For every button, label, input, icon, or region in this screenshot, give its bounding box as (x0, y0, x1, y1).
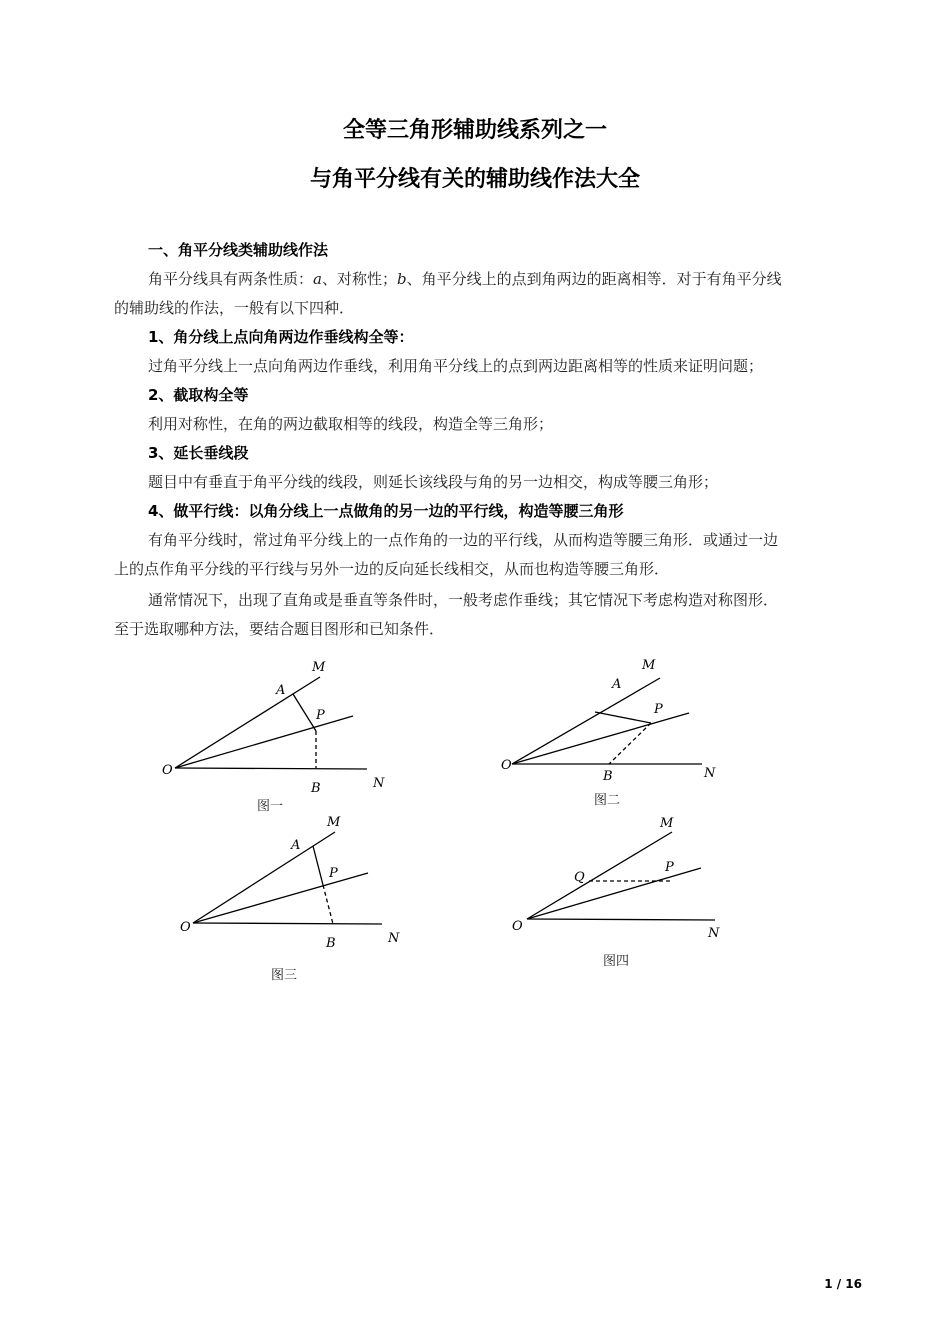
intro-item-a: a (313, 270, 322, 288)
bisector-op (512, 713, 689, 764)
intro-text-part: 、对称性； (321, 270, 397, 288)
intro-text-part: 角平分线具有两条性质： (148, 270, 314, 288)
segment-pb (609, 723, 651, 764)
label-m: M (660, 816, 674, 831)
label-n: N (388, 931, 400, 946)
label-p: P (654, 702, 663, 717)
method-3-heading: 3、延长垂线段 (148, 444, 249, 462)
ray-on (527, 919, 715, 920)
segment-pb-extension (323, 885, 333, 924)
segment-ap (293, 694, 316, 731)
summary-line-1: 通常情况下，出现了直角或是垂直等条件时，一般考虑作垂线；其它情况下考虑构造对称图形． (148, 591, 779, 609)
method-4-heading: 4、做平行线：以角分线上一点做角的另一边的平行线，构造等腰三角形 (148, 502, 624, 520)
intro-line-2: 的辅助线的作法，一般有以下四种． (114, 299, 355, 317)
label-a: A (612, 677, 622, 692)
method-2-heading: 2、截取构全等 (148, 386, 249, 404)
bisector-op (193, 873, 368, 923)
figure-4-caption: 图四 (603, 954, 630, 969)
method-4-text-line-1: 有角平分线时，常过角平分线上的一点作角的一边的平行线，从而构造等腰三角形．或通过一边 (148, 531, 779, 549)
document-subtitle: 与角平分线有关的辅助线作法大全 (309, 167, 640, 192)
label-n: N (708, 926, 720, 941)
label-b: B (311, 781, 321, 796)
figure-4 (512, 816, 720, 941)
label-p: P (329, 866, 338, 881)
label-m: M (327, 815, 341, 830)
label-p: P (665, 860, 674, 875)
method-3-text: 题目中有垂直于角平分线的线段，则延长该线段与角的另一边相交，构成等腰三角形； (148, 473, 719, 491)
figure-1-caption: 图一 (257, 799, 284, 814)
section-heading: 一、角平分线类辅助线作法 (148, 241, 329, 259)
ray-om (527, 832, 672, 919)
label-a: A (291, 838, 301, 853)
label-q: Q (574, 870, 585, 885)
intro-item-b: b (396, 270, 407, 288)
figure-2-caption: 图二 (594, 793, 621, 808)
segment-ap (595, 712, 651, 723)
label-m: M (642, 658, 656, 673)
page-number: 1 / 16 (824, 1277, 862, 1291)
ray-on (193, 923, 382, 924)
figure-2 (501, 658, 716, 784)
label-o: O (512, 919, 523, 934)
label-b: B (326, 936, 336, 951)
bisector-op (175, 716, 353, 768)
figure-3 (180, 815, 400, 951)
intro-text-part: 、角平分线上的点到角两边的距离相等．对于有角平分线 (406, 270, 782, 288)
segment-ap (313, 846, 323, 885)
bisector-op (527, 868, 701, 919)
method-1-text: 过角平分线上一点向角两边作垂线，利用角平分线上的点到两边距离相等的性质来证明问题； (148, 357, 764, 375)
label-a: A (276, 683, 286, 698)
method-2-text: 利用对称性，在角的两边截取相等的线段，构造全等三角形； (148, 415, 554, 433)
figure-3-caption: 图三 (271, 968, 298, 983)
ray-on (175, 768, 367, 769)
ray-om (175, 677, 320, 768)
ray-om (193, 832, 335, 923)
method-4-text-line-2: 上的点作角平分线的平行线与另外一边的反向延长线相交，从而也构造等腰三角形． (114, 560, 670, 578)
label-n: N (373, 776, 385, 791)
label-p: P (316, 708, 325, 723)
label-o: O (162, 763, 173, 778)
label-n: N (704, 766, 716, 781)
document-title: 全等三角形辅助线系列之一 (342, 118, 607, 143)
figure-1 (162, 660, 385, 796)
label-o: O (180, 920, 191, 935)
label-o: O (501, 758, 512, 773)
summary-line-2: 至于选取哪种方法，要结合题目图形和已知条件． (114, 620, 445, 638)
label-b: B (603, 769, 613, 784)
label-m: M (312, 660, 326, 675)
method-1-heading: 1、角分线上点向角两边作垂线构全等： (148, 328, 414, 346)
